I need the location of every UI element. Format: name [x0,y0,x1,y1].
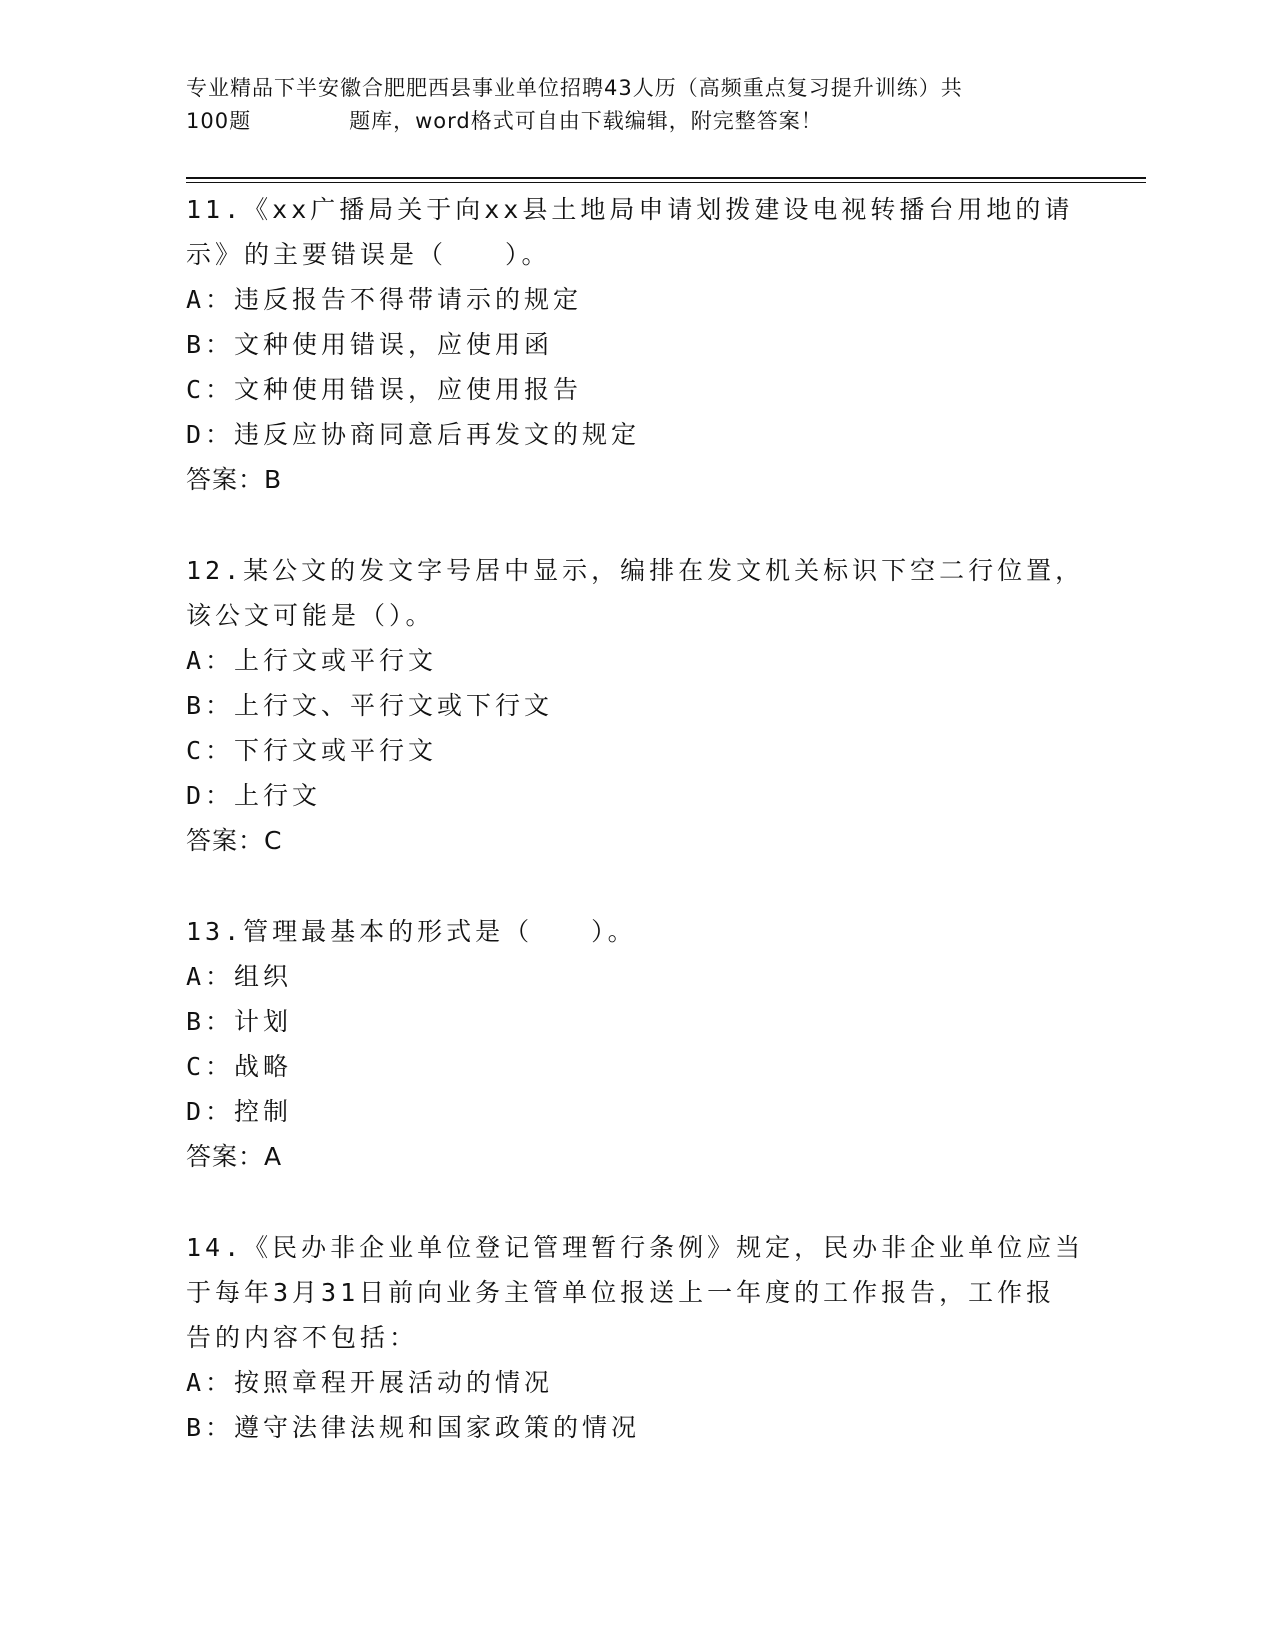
header-rule-thin [186,182,1146,183]
option-b: B：计划 [186,1007,293,1036]
header-description: 题库，word格式可自由下载编辑，附完整答案！ [349,109,823,133]
question-13 [186,909,1086,1179]
option-a: A：按照章程开展活动的情况 [186,1368,554,1397]
question-text-line: 告的内容不包括： [186,1323,419,1352]
question-text-line: 示》的主要错误是（ ）。 [186,240,551,269]
question-list [186,187,1086,1496]
question-text-line: 该公文可能是（）。 [186,601,435,630]
option-a: A：违反报告不得带请示的规定 [186,285,583,314]
option-c: C：下行文或平行文 [186,736,438,765]
option-a: A：组织 [186,962,293,991]
document-header [186,72,1086,138]
option-b: B：遵守法律法规和国家政策的情况 [186,1413,641,1442]
question-text-line: 14.《民办非企业单位登记管理暂行条例》规定，民办非企业单位应当 [186,1233,1085,1262]
question-11 [186,187,1086,502]
header-title-line-2 [186,105,1086,138]
option-b: B：文种使用错误，应使用函 [186,330,554,359]
question-14 [186,1225,1086,1450]
option-b: B：上行文、平行文或下行文 [186,691,554,720]
header-question-count: 100题 [186,109,252,133]
header-title-line-1: 专业精品下半安徽合肥肥西县事业单位招聘43人历（高频重点复习提升训练）共 [186,76,963,100]
option-c: C：文种使用错误，应使用报告 [186,375,583,404]
question-12 [186,548,1086,863]
answer: 答案：C [186,826,283,855]
question-text-line: 11.《xx广播局关于向xx县土地局申请划拨建设电视转播台用地的请 [186,195,1074,224]
option-d: D：上行文 [186,781,322,810]
question-text-line: 于每年3月31日前向业务主管单位报送上一年度的工作报告，工作报 [186,1278,1056,1307]
answer: 答案：A [186,1142,283,1171]
option-c: C：战略 [186,1052,293,1081]
header-rule-thick [186,177,1146,179]
option-d: D：违反应协商同意后再发文的规定 [186,420,641,449]
option-d: D：控制 [186,1097,293,1126]
option-a: A：上行文或平行文 [186,646,438,675]
question-text-line: 13.管理最基本的形式是（ ）。 [186,917,637,946]
answer: 答案：B [186,465,283,494]
question-text-line: 12.某公文的发文字号居中显示，编排在发文机关标识下空二行位置， [186,556,1085,585]
